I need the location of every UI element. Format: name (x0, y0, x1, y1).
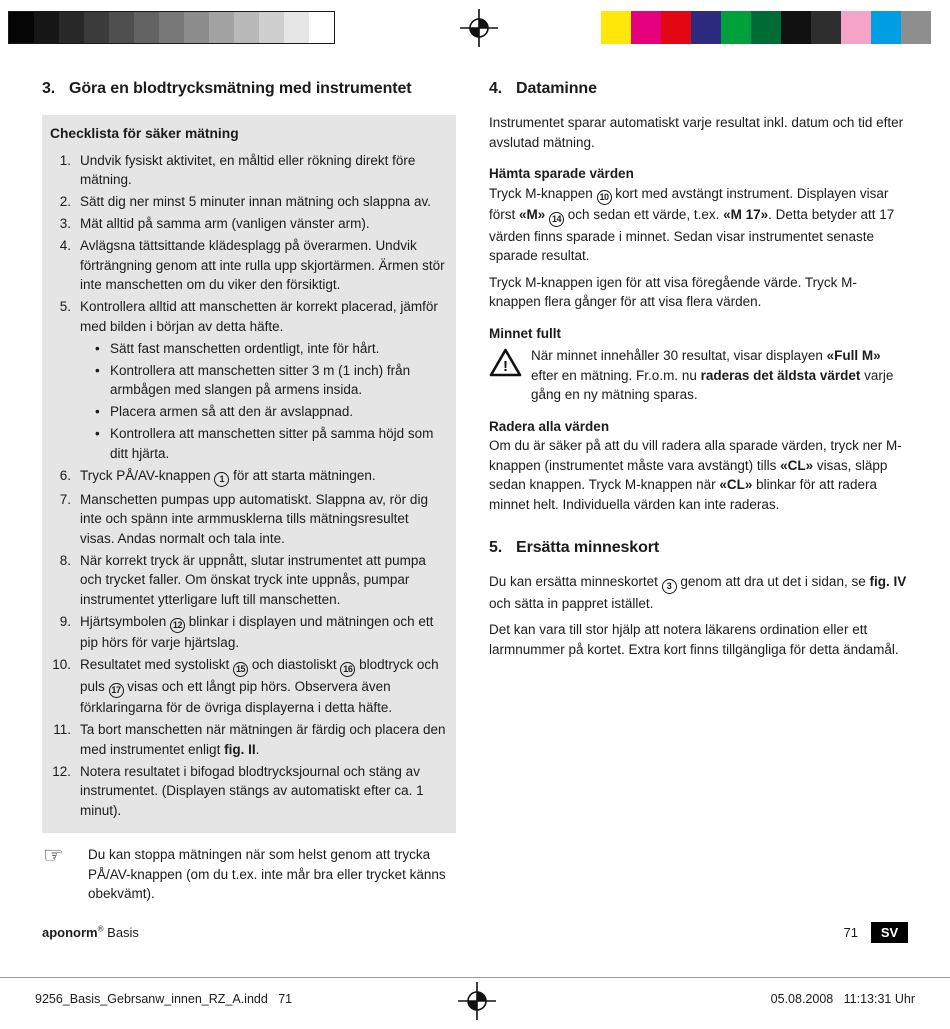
text-run: blinkar i displayen und mätningen och ett pip hörs för varje hjärtslag. (80, 613, 434, 650)
checklist-item (50, 720, 446, 759)
language-badge: SV (871, 922, 908, 943)
checklist-item (50, 490, 446, 549)
section-5-title: Ersätta minneskort (516, 539, 660, 556)
brand-name: aponorm® Basis (42, 924, 139, 940)
memory-full-text (531, 346, 908, 405)
checklist-item (50, 236, 446, 295)
item-text (80, 297, 446, 336)
memory-full-subheading: Minnet fullt (489, 325, 561, 341)
grayscale-square (9, 12, 34, 43)
section-3-number: 3. (42, 80, 56, 97)
grayscale-square (309, 12, 334, 43)
text-run: Kontrollera alltid att manschetten är korrekt placerad, jämför med bilden i början av detta häfte. (80, 299, 438, 334)
text-run: visas, släpp sedan knappen. Tryck M-knappen när (489, 457, 888, 492)
left-column (42, 79, 456, 904)
checklist-item (50, 192, 446, 212)
grayscale-square (34, 12, 59, 43)
checklist-item (50, 466, 446, 488)
grayscale-strip (8, 11, 335, 44)
bullet-dot-icon: • (95, 340, 100, 356)
circled-number: 1 (214, 472, 229, 487)
text-run: . (255, 741, 260, 757)
bullet-dot-icon: • (95, 362, 100, 378)
section-3-title: Göra en blodtrycksmätning med instrumentet (69, 80, 412, 97)
item-number: 4. (59, 238, 71, 253)
item-number: 6. (59, 467, 71, 483)
item-text (80, 655, 446, 718)
text-run: Mät alltid på samma arm (vanligen vänster arm). (80, 216, 370, 231)
color-square (751, 11, 781, 44)
color-square (721, 11, 751, 44)
text-run: Hjärtsymbolen (80, 613, 171, 629)
text-run: blodtryck och puls (80, 657, 439, 694)
color-square (901, 11, 931, 44)
bottom-divider (0, 977, 950, 978)
text-run: Sätt dig ner minst 5 minuter innan mätning och slappna av. (80, 194, 431, 209)
circled-number: 3 (662, 579, 677, 594)
text-run: varje gång en ny mätning sparas. (531, 367, 894, 402)
text-run: . Detta betyder att 17 värden finns sparade i minnet. Sedan visar instrumentet senaste sparade resultat. (489, 207, 895, 263)
text-run: Tryck M-knappen (489, 185, 597, 201)
text-run: Du kan ersätta minneskortet (489, 574, 662, 589)
bullet-text: Kontrollera att manschetten sitter på samma höjd som ditt hjärta. (110, 426, 434, 461)
fetch-values-paragraph-1 (489, 184, 908, 266)
checklist-item (50, 762, 446, 821)
checklist-bullet (50, 339, 446, 359)
fetch-values-subheading: Hämta sparade värden (489, 166, 634, 181)
color-square (691, 11, 721, 44)
section-5-heading (489, 538, 908, 558)
color-square (781, 11, 811, 44)
colorbar-strip (601, 11, 931, 44)
item-text (80, 151, 446, 190)
text-run: kort med avstängt instrument. Displayen visar först (489, 185, 889, 222)
checklist-item (50, 151, 446, 190)
checklist-item (50, 655, 446, 718)
checklist-bullet (50, 361, 446, 400)
text-run: för att starta mätningen. (229, 467, 376, 483)
checklist-bullet (50, 402, 446, 422)
bold-text: «CL» (719, 477, 753, 492)
memory-full-warning (489, 346, 908, 405)
checklist-bullet (50, 424, 446, 463)
circled-number: 12 (170, 618, 185, 633)
grayscale-square (59, 12, 84, 43)
circled-number: 17 (109, 683, 124, 698)
hand-pointer-icon: ☞ (43, 842, 64, 868)
note-text: Du kan stoppa mätningen när som helst genom att trycka PÅ/AV-knappen (om du t.ex. inte mår bra eller trycket känns obekvämt). (88, 847, 446, 901)
item-number: 3. (59, 216, 71, 231)
text-run: och sedan ett värde, t.ex. (564, 207, 724, 222)
bold-text: «CL» (780, 457, 814, 473)
bold-text: «M 17» (723, 207, 769, 222)
grayscale-square (134, 12, 159, 43)
checklist-items (50, 151, 446, 821)
item-text (80, 720, 446, 759)
text-run: Om du är säker på att du vill radera alla sparade värden, tryck ner M-knappen (instrumentet måste vara avstängt) tills (489, 438, 902, 473)
grayscale-square (84, 12, 109, 43)
color-square (871, 11, 901, 44)
item-number: 7. (59, 491, 71, 507)
item-text (80, 612, 446, 653)
page-number: 71 (843, 925, 858, 940)
item-number: 12. (52, 763, 71, 779)
color-square (661, 11, 691, 44)
print-file-name: 9256_Basis_Gebrsanw_innen_RZ_A.indd 71 (35, 992, 293, 1006)
item-number: 2. (59, 194, 71, 209)
checklist-title: Checklista för säker mätning (50, 126, 239, 141)
text-run: När minnet innehåller 30 resultat, visar displayen (531, 348, 827, 363)
bold-text: «Full M» (826, 348, 881, 363)
item-text (80, 490, 446, 549)
section-3-heading (42, 79, 456, 99)
memory-card-paragraph-1 (489, 572, 908, 613)
section-5-number: 5. (489, 539, 503, 556)
text-run: Notera resultatet i bifogad blodtrycksjournal och stäng av instrumentet. (Displayen stängs av automatiskt efter ca. 1 minut). (80, 763, 424, 818)
right-column (489, 79, 908, 659)
text-run: Undvik fysiskt aktivitet, en måltid eller rökning direkt före mätning. (80, 152, 416, 187)
checklist-item (50, 551, 446, 610)
item-number: 11. (53, 722, 71, 737)
color-square (631, 11, 661, 44)
text-run: Manschetten pumpas upp automatiskt. Slappna av, rör dig inte och spänn inte armmusklerna tills mätningsresultet visas. Andas normalt och tala inte. (80, 491, 428, 546)
item-text (80, 551, 446, 610)
checklist-item (50, 297, 446, 336)
bullet-text: Placera armen så att den är avslappnad. (110, 404, 354, 419)
bullet-text: Sätt fast manschetten ordentligt, inte för hårt. (110, 340, 380, 356)
section-4-title: Dataminne (516, 80, 597, 97)
print-timestamp: 05.08.2008 11:13:31 Uhr (770, 992, 915, 1006)
circled-number: 10 (597, 190, 612, 205)
memory-card-paragraph-2: Det kan vara till stor hjälp att notera läkarens ordination eller ett larmnummer på kortet. Extra kort finns tillgängliga för detta ändamål. (489, 622, 899, 657)
checklist-item (50, 214, 446, 234)
registration-mark-top-icon (459, 8, 499, 48)
grayscale-square (184, 12, 209, 43)
circled-number: 16 (340, 662, 355, 677)
warning-triangle-icon (489, 346, 531, 405)
item-number: 1. (59, 152, 71, 168)
text-run: efter en mätning. Fr.o.m. nu (531, 367, 701, 383)
grayscale-square (159, 12, 184, 43)
text-run: När korrekt tryck är uppnått, slutar instrumentet att pumpa och trycket faller. Om önskat tryck inte uppnås, pumpar instrumentet ytterligare luft till manschetten. (80, 552, 426, 607)
registered-trademark-symbol: ® (97, 924, 104, 934)
grayscale-square (284, 12, 309, 43)
circled-number: 14 (549, 212, 564, 227)
bold-text: fig. IV (869, 574, 907, 589)
text-run: blinkar för att radera minnet helt. Individuella värden kan inte raderas. (489, 477, 877, 512)
text-run: genom att dra ut det i sidan, se (676, 574, 870, 589)
item-text (80, 192, 446, 212)
text-run: och sätta in pappret istället. (489, 595, 654, 611)
grayscale-square (234, 12, 259, 43)
bold-text: «M» (519, 207, 546, 222)
bullet-dot-icon: • (95, 404, 100, 419)
data-memory-intro: Instrumentet sparar automatiskt varje resultat inkl. datum och tid efter avslutad mätning. (489, 115, 904, 150)
bullet-text: Kontrollera att manschetten sitter 3 m (1 inch) från armbågen med slangen på armens insida. (110, 362, 411, 397)
registration-mark-bottom-icon (457, 981, 497, 1021)
color-square (841, 11, 871, 44)
item-number: 10. (52, 657, 71, 672)
item-number: 9. (59, 613, 71, 629)
color-square (601, 11, 631, 44)
checklist-panel (42, 115, 456, 833)
section-4-number: 4. (489, 80, 503, 97)
section-4-heading (489, 79, 908, 99)
color-square (811, 11, 841, 44)
bold-text: raderas det äldsta värdet (700, 367, 861, 383)
item-text (80, 466, 446, 488)
grayscale-square (109, 12, 134, 43)
text-run: och diastoliskt (248, 657, 341, 672)
bullet-dot-icon: • (95, 426, 100, 441)
item-text (80, 762, 446, 821)
brand-model: Basis (103, 925, 139, 940)
circled-number: 15 (233, 662, 248, 677)
item-text (80, 236, 446, 295)
clear-values-paragraph (489, 436, 908, 514)
text-run: Tryck PÅ/AV-knappen (80, 467, 215, 483)
text-run: Ta bort manschetten när mätningen är färdig och placera den med instrumentet enligt (80, 722, 446, 757)
item-text (80, 214, 446, 234)
page-footer (42, 922, 908, 943)
text-run: Avlägsna tättsittande klädesplagg på överarmen. Undvik förträngning genom att inte rulla upp skjortärmen. Ärmen stör inte manschetten om du viker den försiktigt. (80, 238, 445, 292)
fetch-values-paragraph-2: Tryck M-knappen igen för att visa föregående värde. Tryck M-knappen flera gånger för att visa flera värden. (489, 274, 857, 309)
bold-text: fig. II (224, 741, 256, 757)
svg-text:!: ! (503, 358, 508, 375)
clear-values-subheading: Radera alla värden (489, 418, 610, 434)
item-number: 8. (59, 552, 71, 568)
text-run: visas och ett långt pip hörs. Observera även förklaringarna för de övriga displayerna i detta häfte. (80, 678, 393, 715)
text-run: Resultatet med systoliskt (80, 657, 234, 672)
stop-measurement-note (42, 842, 456, 904)
grayscale-square (209, 12, 234, 43)
item-number: 5. (59, 299, 71, 314)
grayscale-square (259, 12, 284, 43)
checklist-item (50, 612, 446, 653)
